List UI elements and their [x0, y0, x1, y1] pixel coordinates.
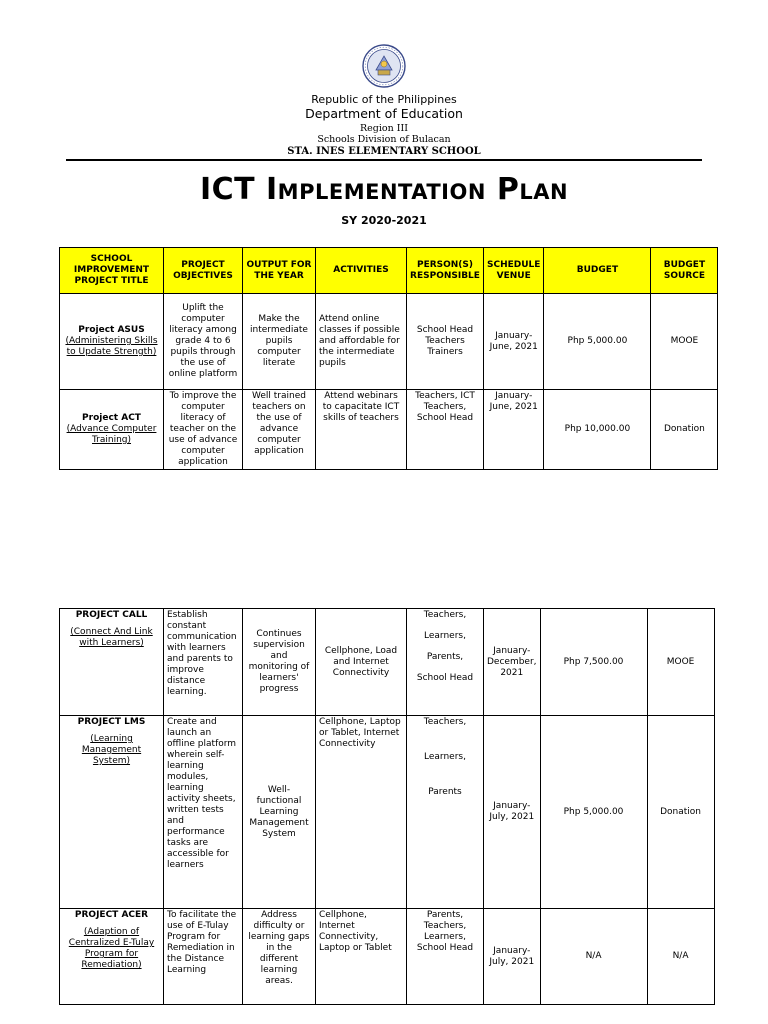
- header-schedule: SCHEDULE VENUE: [484, 248, 544, 294]
- republic-line: Republic of the Philippines: [311, 93, 457, 106]
- header-objectives: PROJECT OBJECTIVES: [164, 248, 243, 294]
- objectives-cell: To facilitate the use of E-Tulay Program for Remediation in the Distance Learning: [164, 909, 243, 1005]
- school-year: SY 2020-2021: [341, 214, 427, 227]
- activities-cell: Cellphone, Internet Connectivity, Laptop or Tablet: [316, 909, 407, 1005]
- person-item: Learners,: [424, 631, 466, 641]
- school-line: STA. INES ELEMENTARY SCHOOL: [287, 146, 481, 157]
- header-budget: BUDGET: [544, 248, 651, 294]
- person-item: Parents, Teachers, Learners, School Head: [416, 910, 474, 953]
- source-cell: MOOE: [651, 294, 718, 390]
- project-name: PROJECT ACER: [74, 910, 149, 920]
- budget-cell: Php 5,000.00: [540, 716, 647, 909]
- plan-table-1: [59, 247, 718, 470]
- table-row: [60, 390, 718, 470]
- person-item: Teachers: [425, 336, 465, 346]
- objectives-cell: Create and launch an offline platform wherein self-learning modules, learning activity sheets, written tests and performance tasks are accessible for learners: [164, 716, 243, 909]
- person-item: Teachers, ICT Teachers, School Head: [415, 391, 475, 423]
- person-item: Learners,: [424, 752, 466, 762]
- project-name: PROJECT CALL: [75, 610, 148, 620]
- person-item: School Head: [416, 673, 474, 683]
- person-item: School Head: [416, 325, 474, 335]
- output-cell: Address difficulty or learning gaps in the different learning areas.: [243, 909, 316, 1005]
- objectives-cell: Establish constant communication with learners and parents to improve distance learning.: [164, 609, 243, 716]
- output-cell: Well trained teachers on the use of advance computer application: [243, 390, 316, 470]
- source-cell: MOOE: [647, 609, 714, 716]
- output-cell: Continues supervision and monitoring of learners' progress: [243, 609, 316, 716]
- source-cell: Donation: [647, 716, 714, 909]
- project-subtitle: (Connect And Link with Learners): [70, 627, 153, 648]
- department-line: Department of Education: [305, 106, 463, 121]
- table-row: [60, 909, 715, 1005]
- source-cell: Donation: [651, 390, 718, 470]
- schedule-cell: January-June, 2021: [484, 294, 544, 390]
- person-item: Parents: [428, 787, 462, 797]
- schedule-cell: January-July, 2021: [484, 716, 541, 909]
- activities-cell: Attend online classes if possible and affordable for the intermediate pupils: [316, 294, 407, 390]
- deped-seal-icon: [362, 44, 406, 88]
- activities-cell: Attend webinars to capacitate ICT skills of teachers: [316, 390, 407, 470]
- header-persons: PERSON(S) RESPONSIBLE: [407, 248, 484, 294]
- output-cell: Make the intermediate pupils computer literate: [243, 294, 316, 390]
- output-cell: Well-functional Learning Management System: [243, 716, 316, 909]
- table-row: [60, 716, 715, 909]
- person-item: Trainers: [427, 347, 463, 357]
- project-name: Project ACT: [82, 413, 141, 423]
- activities-cell: Cellphone, Laptop or Tablet, Internet Connectivity: [316, 716, 407, 909]
- header-source: BUDGET SOURCE: [651, 248, 718, 294]
- project-subtitle: (Advance Computer Training): [66, 424, 157, 445]
- person-item: Parents,: [426, 652, 464, 662]
- budget-cell: Php 7,500.00: [540, 609, 647, 716]
- table-row: [60, 294, 718, 390]
- table-header-row: [60, 248, 718, 294]
- budget-cell: Php 5,000.00: [544, 294, 651, 390]
- region-line: Region III: [359, 123, 408, 134]
- budget-cell: N/A: [540, 909, 647, 1005]
- person-item: Teachers,: [423, 610, 467, 620]
- page-title: ICT Implementation Plan: [199, 172, 569, 207]
- objectives-cell: To improve the computer literacy of teacher on the use of advance computer application: [164, 390, 243, 470]
- project-subtitle: (Administering Skills to Update Strength): [65, 336, 158, 357]
- header-activities: ACTIVITIES: [316, 248, 407, 294]
- person-item: Teachers,: [423, 717, 467, 727]
- schedule-cell: January-December, 2021: [484, 609, 541, 716]
- header-output: OUTPUT FOR THE YEAR: [243, 248, 316, 294]
- schedule-cell: January-July, 2021: [484, 909, 541, 1005]
- schedule-cell: January-June, 2021: [484, 390, 544, 470]
- project-name: Project ASUS: [78, 325, 145, 335]
- objectives-cell: Uplift the computer literacy among grade 4 to 6 pupils through the use of online platform: [164, 294, 243, 390]
- header-divider: [66, 159, 702, 161]
- plan-table-2: [59, 608, 715, 1005]
- project-name: PROJECT LMS: [77, 717, 146, 727]
- activities-cell: Cellphone, Load and Internet Connectivity: [316, 609, 407, 716]
- budget-cell: Php 10,000.00: [544, 390, 651, 470]
- division-line: Schools Division of Bulacan: [317, 134, 451, 145]
- project-subtitle: (Adaption of Centralized E-Tulay Program for Remediation): [68, 927, 155, 970]
- table-row: [60, 609, 715, 716]
- header-title: SCHOOL IMPROVEMENT PROJECT TITLE: [60, 248, 164, 294]
- project-subtitle: (Learning Management System): [81, 734, 142, 766]
- source-cell: N/A: [647, 909, 714, 1005]
